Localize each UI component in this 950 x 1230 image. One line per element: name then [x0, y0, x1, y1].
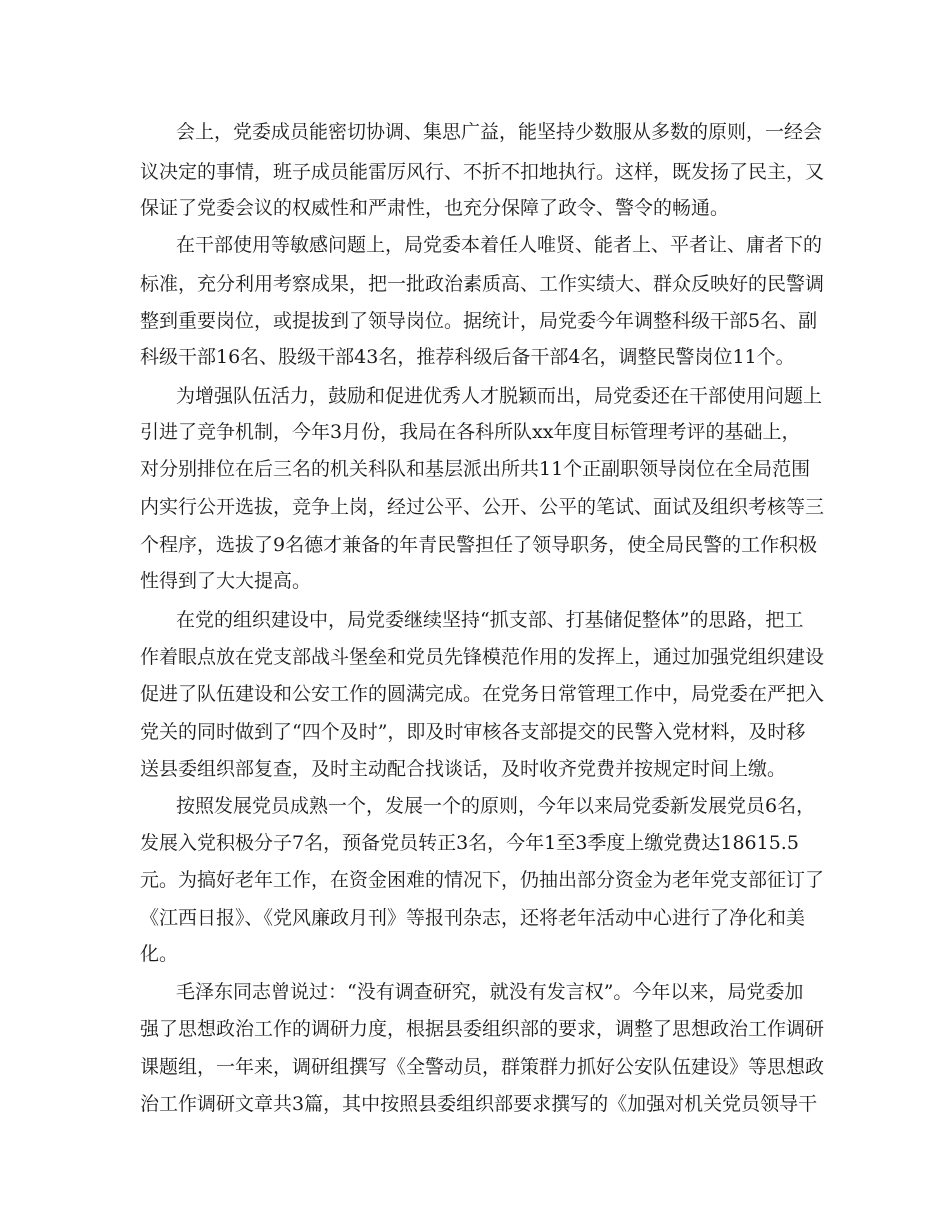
text-line: 保证了党委会议的权威性和严肃性，也充分保障了政令、警令的畅通。 [140, 197, 730, 219]
text-line: 整到重要岗位，或提拔到了领导岗位。据统计，局党委今年调整科级干部5名、副 [140, 310, 818, 332]
text-line: 个程序，选拔了9名德才兼备的年青民警担任了领导职务，使全局民警的工作积极 [140, 534, 818, 556]
text-line: 元。为搞好老年工作，在资金困难的情况下，仍抽出部分资金为老年党支部征订了 [140, 869, 825, 891]
text-line: 《江西日报》、《党风廉政月刊》等报刊杂志，还将老年活动中心进行了净化和美 [140, 907, 806, 929]
text-line: 会上，党委成员能密切协调、集思广益，能坚持少数服从多数的原则，一经会 [176, 121, 823, 143]
text-line: 内实行公开选拔，竞争上岗，经过公平、公开、公平的笔试、面试及组织考核等三 [140, 496, 825, 518]
text-line: 标准，充分利用考察成果，把一批政治素质高、工作实绩大、群众反映好的民警调 [140, 273, 825, 295]
text-line: 送县委组织部复查，及时主动配合找谈话，及时收齐党费并按规定时间上缴。 [140, 758, 787, 780]
text-line: 议决定的事情，班子成员能雷厉风行、不折不扣地执行。这样，既发扬了民主，又 [140, 161, 825, 183]
text-line: 强了思想政治工作的调研力度，根据县委组织部的要求，调整了思想政治工作调研 [140, 1018, 825, 1040]
text-line: 毛泽东同志曾说过：“没有调查研究，就没有发言权”。今年以来，局党委加 [176, 981, 804, 1003]
text-line: 性得到了大大提高。 [140, 570, 312, 592]
text-line: 在干部使用等敏感问题上，局党委本着任人唯贤、能者上、平者让、庸者下的 [176, 234, 823, 256]
text-line: 科级干部16名、股级干部43名，推荐科级后备干部4名，调整民警岗位11个。 [140, 346, 795, 368]
text-line: 课题组，一年来，调研组撰写《全警动员，群策群力抓好公安队伍建设》等思想政 [140, 1056, 825, 1078]
text-line: 治工作调研文章共3篇，其中按照县委组织部要求撰写的《加强对机关党员领导干 [140, 1093, 818, 1115]
text-line: 为增强队伍活力，鼓励和促进优秀人才脱颖而出，局党委还在干部使用问题上 [176, 385, 823, 407]
text-line: 按照发展党员成熟一个，发展一个的原则，今年以来局党委新发展党员6名， [176, 795, 816, 817]
text-line: 对分别排位在后三名的机关科队和基层派出所共11个正副职领导岗位在全局范围 [140, 458, 811, 480]
text-line: 党关的同时做到了“四个及时”，即及时审核各支部提交的民警入党材料，及时移 [140, 721, 806, 743]
text-line: 促进了队伍建设和公安工作的圆满完成。在党务日常管理工作中，局党委在严把入 [140, 683, 825, 705]
text-line: 在党的组织建设中，局党委继续坚持“抓支部、打基储促整体”的思路，把工 [176, 609, 804, 631]
text-line: 引进了竞争机制，今年3月份，我局在各科所队xx年度目标管理考评的基础上， [140, 421, 801, 443]
text-line: 化。 [140, 943, 179, 965]
text-line: 发展入党积极分子7名，预备党员转正3名，今年1至3季度上缴党费达18615.5 [140, 832, 799, 854]
text-line: 作着眼点放在党支部战斗堡垒和党员先锋模范作用的发挥上，通过加强党组织建设 [140, 646, 825, 668]
